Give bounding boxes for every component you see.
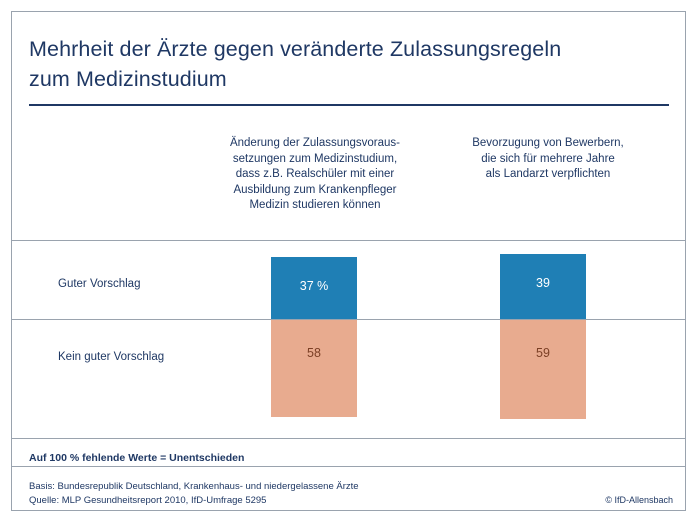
bar-bad-column-0	[271, 320, 357, 417]
row-divider-top	[12, 240, 685, 241]
title-line-2: zum Medizinstudium	[29, 67, 227, 91]
row-divider-bottom	[12, 438, 685, 439]
bar-value-bad-0: 58	[307, 346, 321, 360]
column-header-0-line-3: Ausbildung zum Krankenpfleger	[233, 183, 397, 196]
copyright: © IfD-Allensbach	[605, 495, 673, 505]
page-title	[29, 34, 669, 94]
column-header-1-line-0: Bevorzugung von Bewerbern,	[472, 137, 624, 149]
bar-value-bad-1: 59	[536, 346, 550, 360]
title-divider	[29, 104, 669, 106]
row-label-guter-vorschlag: Guter Vorschlag	[58, 278, 141, 290]
bar-good-column-1	[500, 254, 586, 319]
bar-good-column-0	[271, 257, 357, 319]
bar-value-good-1: 39	[536, 276, 550, 290]
column-header-0-line-0: Änderung der Zulassungsvoraus-	[229, 137, 401, 149]
column-header-1	[424, 136, 672, 183]
column-header-1-line-1: die sich für mehrere Jahre	[481, 152, 615, 165]
column-header-0-line-1: setzungen zum Medizinstudium,	[232, 152, 398, 165]
column-header-0-line-4: Medizin studieren können	[249, 199, 381, 211]
bar-value-good-0: 37 %	[299, 279, 329, 293]
title-line-1: Mehrheit der Ärzte gegen veränderte Zulassungsregeln	[29, 37, 562, 61]
row-label-kein-guter-vorschlag: Kein guter Vorschlag	[58, 351, 165, 363]
footnote: Auf 100 % fehlende Werte = Unentschieden	[29, 452, 245, 464]
source-quelle: Quelle: MLP Gesundheitsreport 2010, IfD-Umfrage 5295	[29, 495, 267, 506]
column-header-1-line-2: als Landarzt verpflichten	[485, 168, 611, 180]
source-basis: Basis: Bundesrepublik Deutschland, Krankenhaus- und niedergelassene Ärzte	[29, 481, 359, 492]
column-header-0-line-2: dass z.B. Realschüler mit einer	[235, 168, 395, 180]
column-header-0	[186, 136, 444, 214]
footer-divider	[12, 466, 685, 467]
bar-bad-column-1	[500, 320, 586, 419]
